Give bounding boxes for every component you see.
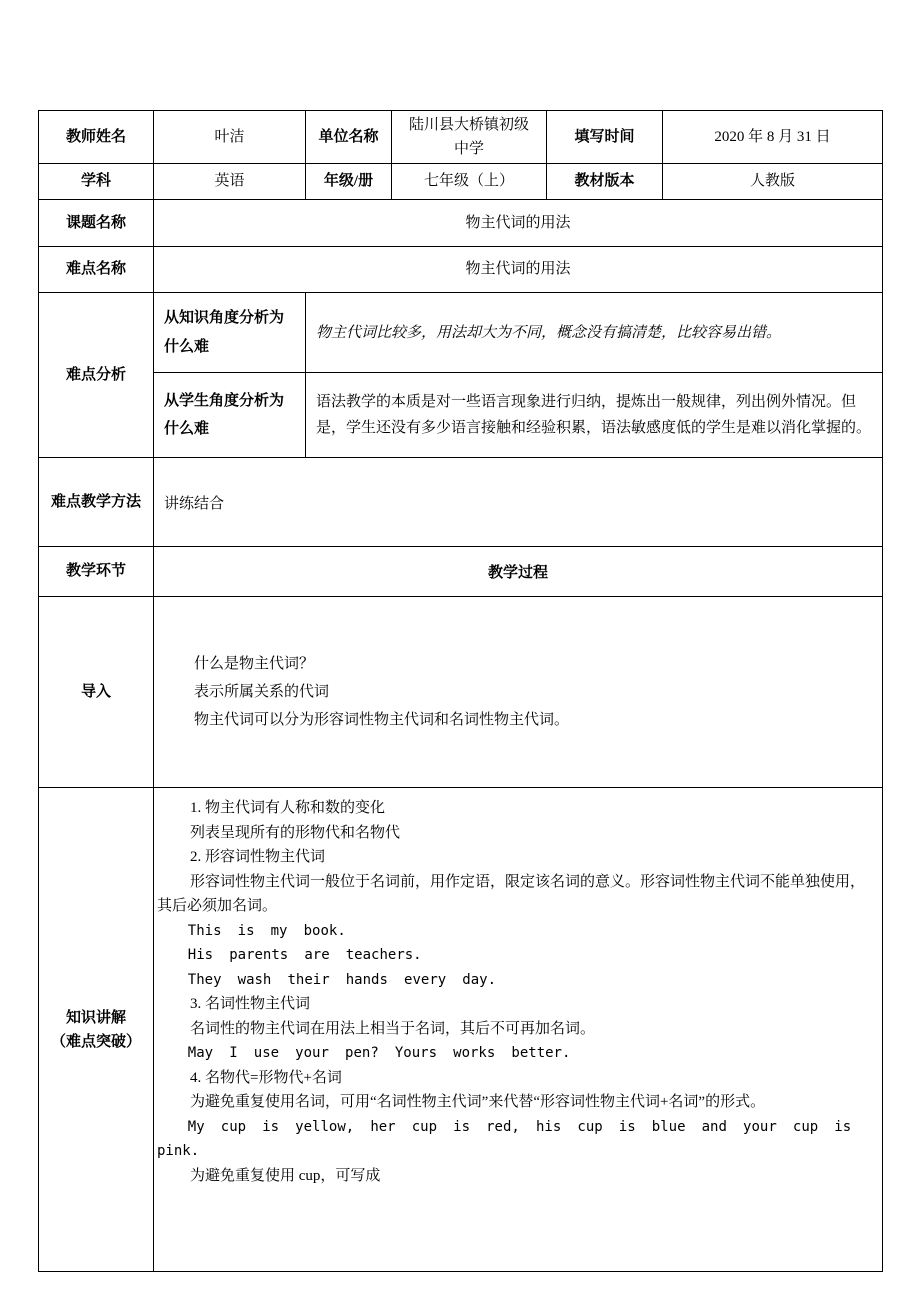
intro-line: 什么是物主代词？ <box>194 656 315 672</box>
analysis-student-text: 语法教学的本质是对一些语言现象进行归纳，提炼出一般规律，列出例外情况。但是，学生还没有多少语言接触和经验积累，语法敏感度低的学生是难以消化掌握的。 <box>306 373 883 458</box>
knowledge-paragraph: 4. 名物代=形物代+名词 <box>190 1069 342 1086</box>
table-row <box>39 597 883 788</box>
subject-value: 英语 <box>154 164 306 200</box>
knowledge-paragraph: 列表呈现所有的形物代和名物代 <box>190 824 401 841</box>
analysis-knowledge-sublabel: 从知识角度分析为什么难 <box>154 293 306 373</box>
knowledge-paragraph: 2. 形容词性物主代词 <box>190 849 326 865</box>
topic-label: 课题名称 <box>39 200 154 247</box>
knowledge-paragraph: 为避免重复使用名词，可用“名词性物主代词”来代替“形容词性物主代词+名词”的形式。 <box>190 1094 766 1110</box>
knowledge-example-sentence: His parents are teachers. <box>187 947 422 963</box>
intro-label: 导入 <box>39 597 154 788</box>
table-row <box>39 373 883 458</box>
table-row <box>39 247 883 293</box>
textbook-edition-value: 人教版 <box>663 164 883 200</box>
table-row <box>39 458 883 547</box>
table-row <box>39 200 883 247</box>
knowledge-example-sentence: This is my book. <box>187 922 346 939</box>
intro-content <box>154 597 883 788</box>
knowledge-content <box>154 788 883 1272</box>
knowledge-example-sentence: May I use your pen? Yours works better. <box>187 1045 571 1061</box>
knowledge-label-line2: （难点突破） <box>50 1033 141 1050</box>
analysis-knowledge-text: 物主代词比较多，用法却大为不同，概念没有搞清楚，比较容易出错。 <box>306 293 883 373</box>
fill-date-label: 填写时间 <box>547 111 663 164</box>
knowledge-example-sentence: They wash their hands every day. <box>187 971 497 988</box>
teacher-name-label: 教师姓名 <box>39 111 154 164</box>
knowledge-label <box>39 788 154 1272</box>
intro-line: 物主代词可以分为形容词性物主代词和名词性物主代词。 <box>194 712 570 728</box>
process-label: 教学环节 <box>39 547 154 597</box>
analysis-label: 难点分析 <box>39 293 154 458</box>
knowledge-label-line1: 知识讲解 <box>65 1009 126 1026</box>
difficulty-value: 物主代词的用法 <box>154 247 883 293</box>
analysis-student-sublabel: 从学生角度分析为什么难 <box>154 373 306 458</box>
table-row <box>39 293 883 373</box>
process-title: 教学过程 <box>154 547 883 597</box>
knowledge-paragraph: 3. 名词性物主代词 <box>190 996 311 1012</box>
teacher-name-value: 叶洁 <box>154 111 306 164</box>
difficulty-label: 难点名称 <box>39 247 154 293</box>
lesson-plan-table <box>38 110 883 1272</box>
unit-name-label: 单位名称 <box>306 111 392 164</box>
knowledge-paragraph: 名词性的物主代词在用法上相当于名词，其后不可再加名词。 <box>190 1020 596 1037</box>
knowledge-example-sentence: My cup is yellow, her cup is red, his cup is blue and your cup is pink. <box>157 1118 852 1159</box>
table-row <box>39 111 883 164</box>
grade-label: 年级/册 <box>306 164 392 200</box>
unit-name-value: 陆川县大桥镇初级中学 <box>392 111 547 164</box>
table-row <box>39 164 883 200</box>
intro-line: 表示所属关系的代词 <box>194 684 330 700</box>
subject-label: 学科 <box>39 164 154 200</box>
knowledge-paragraph: 为避免重复使用 cup，可写成 <box>190 1167 381 1184</box>
topic-value: 物主代词的用法 <box>154 200 883 247</box>
method-value: 讲练结合 <box>154 458 883 547</box>
table-row <box>39 547 883 597</box>
method-label: 难点教学方法 <box>39 458 154 547</box>
knowledge-paragraph: 形容词性物主代词一般位于名词前，用作定语，限定该名词的意义。形容词性物主代词不能单独使用，其后必须加名词。 <box>157 873 866 914</box>
textbook-edition-label: 教材版本 <box>547 164 663 200</box>
fill-date-value: 2020 年 8 月 31 日 <box>663 111 883 164</box>
table-row <box>39 788 883 1272</box>
knowledge-paragraph: 1. 物主代词有人称和数的变化 <box>190 800 386 816</box>
grade-value: 七年级（上） <box>392 164 547 200</box>
